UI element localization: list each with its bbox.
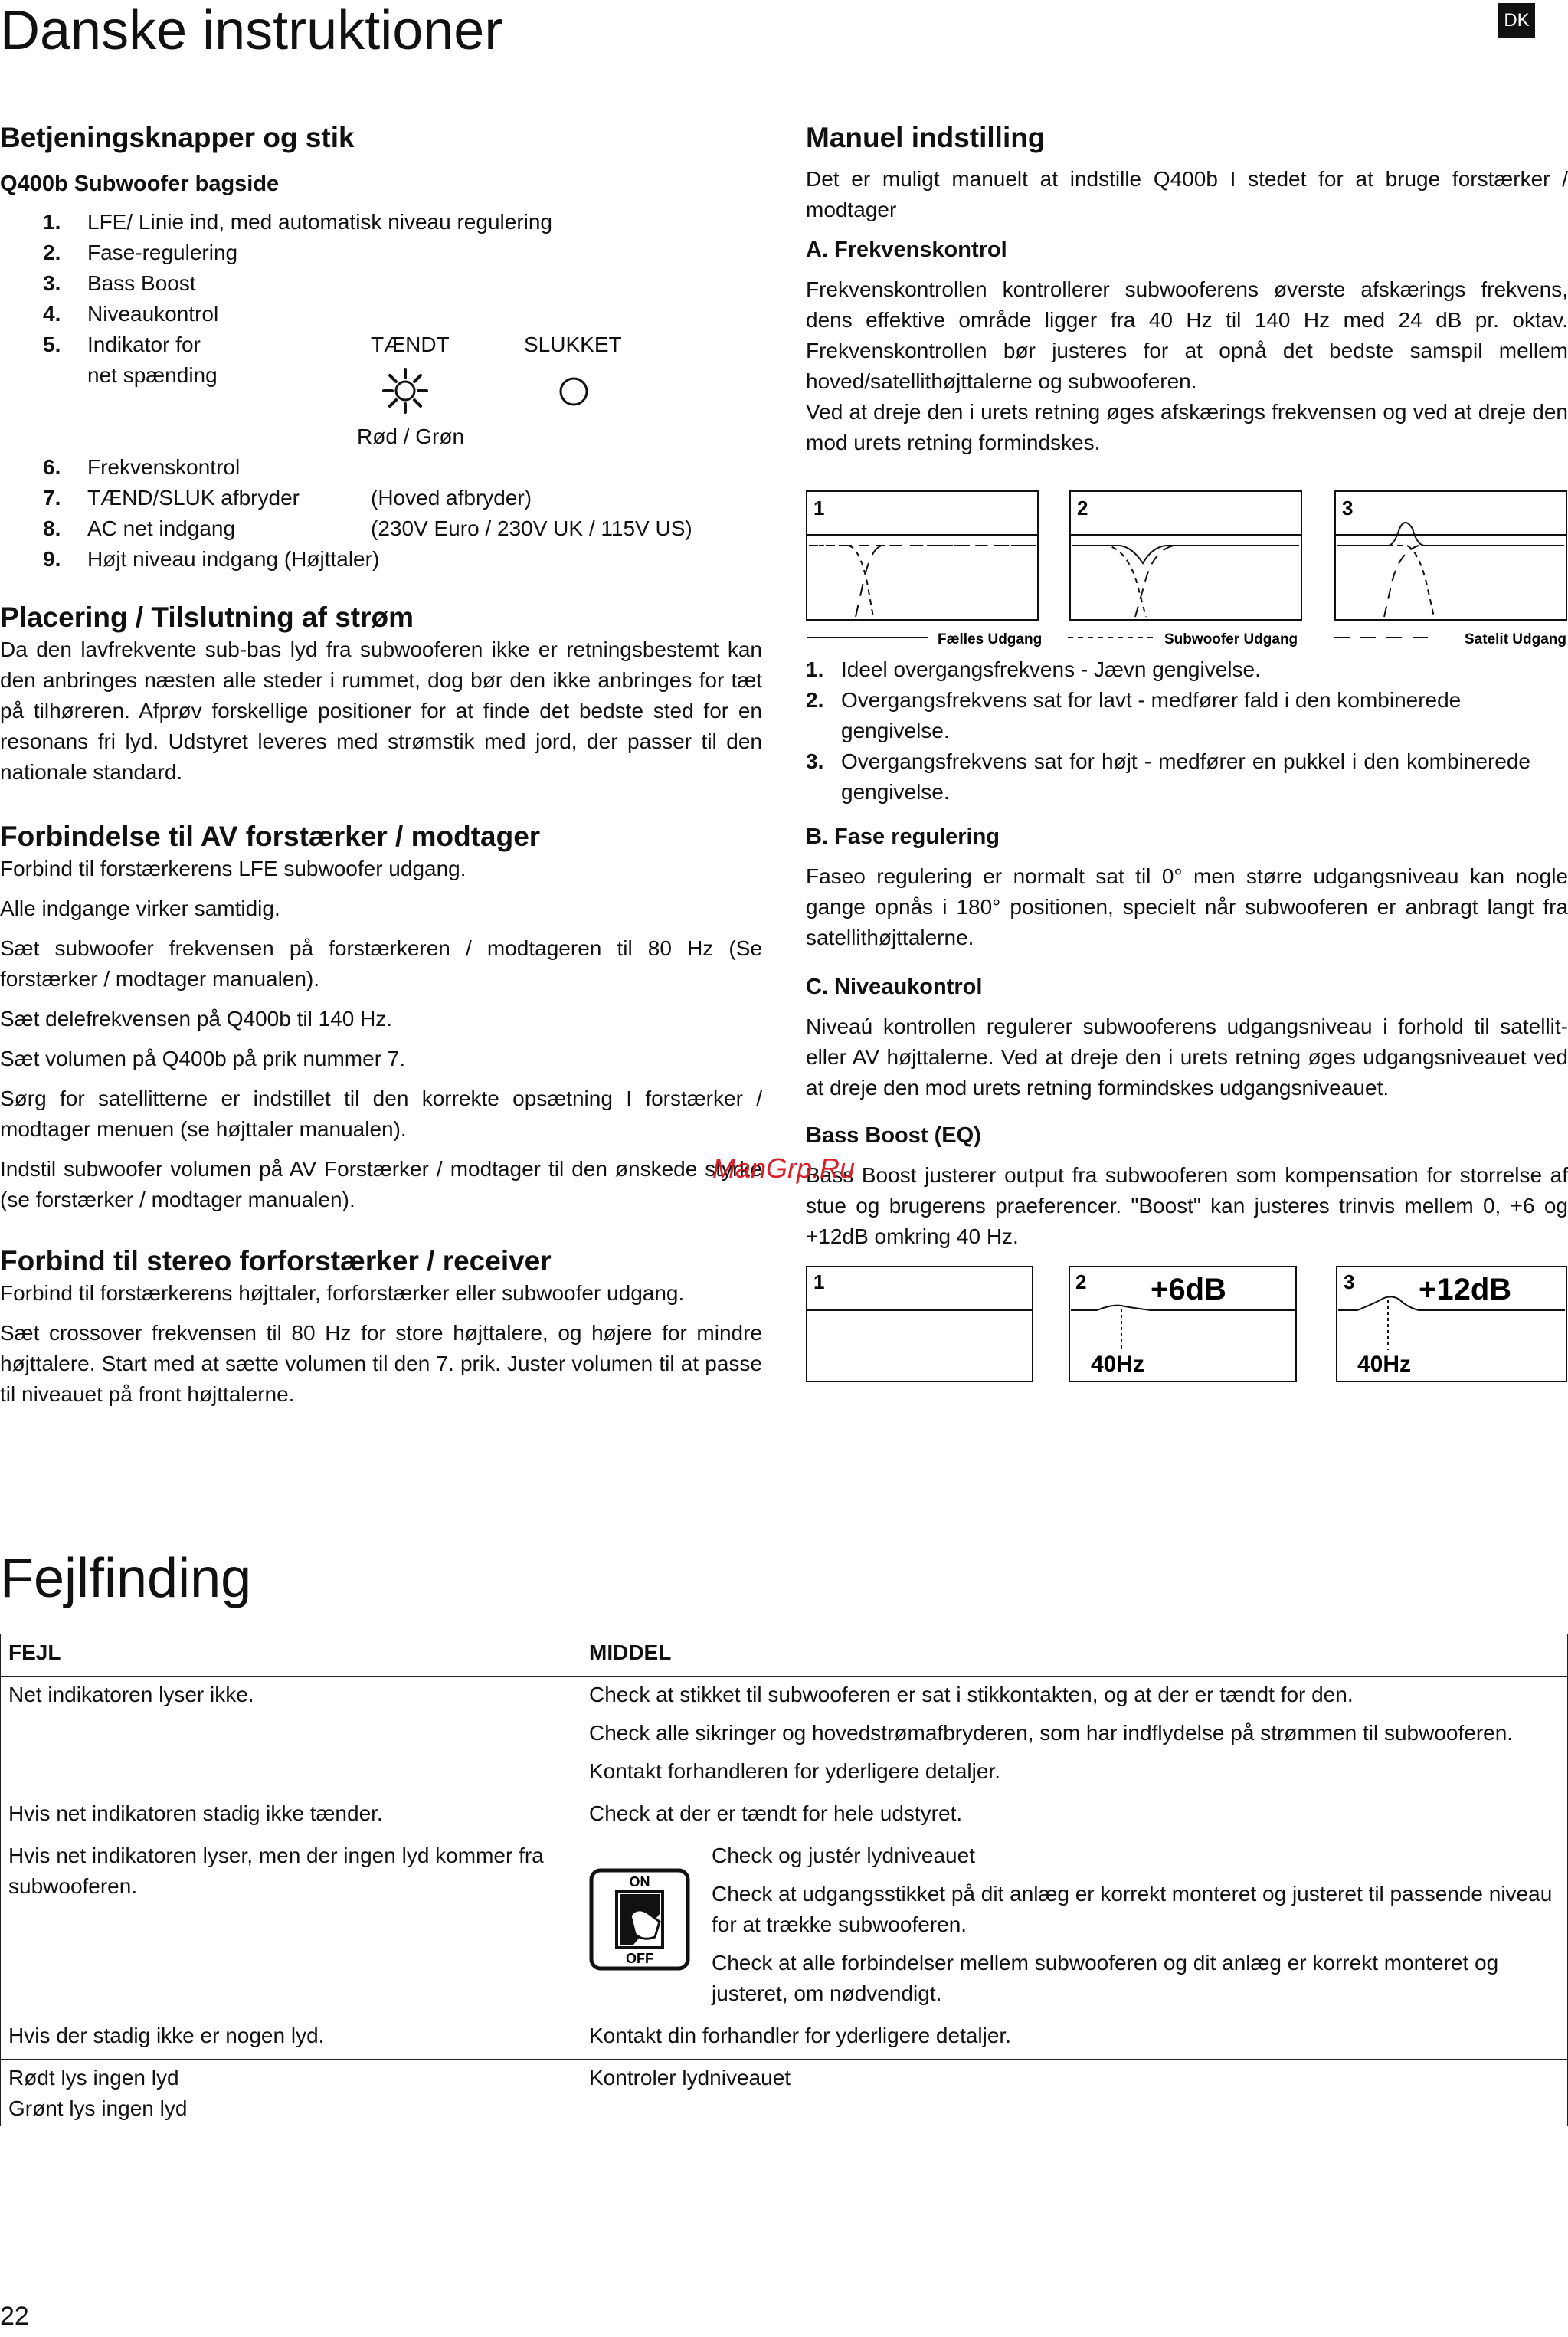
item-number: 6. bbox=[43, 455, 61, 479]
table-header-row bbox=[1, 1634, 1568, 1677]
item-number: 1. bbox=[806, 657, 824, 681]
level-section bbox=[806, 972, 1568, 1103]
remedy-cell bbox=[581, 1795, 1568, 1837]
item-label: Niveaukontrol bbox=[87, 302, 219, 326]
item-label: TÆND/SLUK afbryder bbox=[87, 486, 300, 510]
av-paragraph: Sæt delefrekvensen på Q400b til 140 Hz. bbox=[0, 1007, 393, 1031]
indicator-on-label: TÆNDT bbox=[371, 333, 450, 356]
table-row bbox=[1, 2017, 1568, 2060]
watermark: ManGrp.Ru bbox=[712, 1152, 856, 1184]
item-text: Overgangsfrekvens sat for lavt - medfører fald i den kombinerede gengivelse. bbox=[841, 688, 1462, 742]
table-row bbox=[1, 1795, 1568, 1837]
list-item bbox=[43, 452, 240, 483]
crossover-panel-2 bbox=[1070, 491, 1301, 620]
controls-heading: Betjeningsknapper og stik bbox=[0, 122, 355, 153]
level-heading: C. Niveaukontrol bbox=[806, 975, 983, 999]
av-paragraph: Sørg for satellitterne er indstillet til den korrekte opsætning I forstærker / modtager menuen (se højttaler manualen). bbox=[0, 1087, 762, 1141]
item-number: 1. bbox=[43, 210, 61, 234]
item-label: Fase-regulering bbox=[87, 241, 238, 264]
fault-cell bbox=[1, 1795, 581, 1837]
panel-label: 3 bbox=[1344, 1270, 1355, 1293]
remedy-cell bbox=[581, 1677, 1568, 1795]
fault-cell bbox=[1, 2060, 581, 2126]
manual-intro: Det er muligt manuelt at indstille Q400b I stedet for at bruge forstærker / modtager bbox=[806, 167, 1568, 221]
page-number: 22 bbox=[0, 2302, 29, 2331]
controls-subheading: Q400b Subwoofer bagside bbox=[0, 172, 280, 196]
item-label: Indikator for bbox=[87, 333, 201, 356]
indicator-colors: Rød / Grøn bbox=[357, 424, 465, 448]
gain-label: +6dB bbox=[1151, 1273, 1226, 1306]
av-paragraph: Sæt volumen på Q400b på prik nummer 7. bbox=[0, 1047, 406, 1070]
manual-section bbox=[806, 121, 1568, 458]
remedy-text: Check at udgangsstikket på dit anlæg er korrekt monteret og justeret til passende niveau for at trække subwooferen. bbox=[712, 1882, 1553, 1936]
list-item bbox=[806, 746, 1568, 808]
item-label: Højt niveau indgang (Højttaler) bbox=[87, 547, 380, 571]
crossover-panel-1 bbox=[807, 491, 1038, 620]
remedy-text: Kontakt forhandleren for yderligere detaljer. bbox=[589, 1759, 1000, 1783]
remedy-text: Kontroler lydniveauet bbox=[589, 2066, 791, 2090]
stereo-paragraph: Sæt crossover frekvensen til 80 Hz for store højttalere, og højere for mindre højttalere. Start med at sætte volumen til den 7. prik. Juster volumen til at passe til niveauet på front højttalerne. bbox=[0, 1321, 762, 1406]
bass-boost-heading: Bass Boost (EQ) bbox=[806, 1123, 981, 1148]
panel-label: 2 bbox=[1077, 497, 1088, 520]
phase-heading: B. Fase regulering bbox=[806, 824, 1000, 849]
crossover-figure bbox=[806, 490, 1568, 651]
frequency-heading: A. Frekvenskontrol bbox=[806, 238, 1007, 262]
fault-text: Hvis der stadig ikke er nogen lyd. bbox=[8, 2024, 325, 2047]
remedy-text: Check at der er tændt for hele udstyret. bbox=[589, 1801, 963, 1825]
table-row bbox=[1, 2060, 1568, 2126]
placement-heading: Placering / Tilslutning af strøm bbox=[0, 601, 414, 633]
boost-panel-1 bbox=[807, 1267, 1033, 1382]
item-label: Frekvenskontrol bbox=[87, 455, 241, 479]
av-heading: Forbindelse til AV forstærker / modtager bbox=[0, 821, 541, 852]
item-number: 8. bbox=[43, 516, 61, 540]
fault-text: Hvis net indikatoren lyser, men der ingen lyd kommer fra subwooferen. bbox=[8, 1844, 544, 1898]
panel-label: 1 bbox=[813, 497, 825, 520]
fault-cell bbox=[1, 1837, 581, 2017]
list-item bbox=[43, 329, 201, 360]
remedy-text: Check og justér lydniveauet bbox=[712, 1844, 975, 1867]
remedy-cell bbox=[581, 2017, 1568, 2060]
legend-label: Fælles Udgang bbox=[938, 631, 1043, 647]
list-item bbox=[806, 685, 1568, 746]
table-row bbox=[1, 1677, 1568, 1795]
list-item bbox=[43, 238, 237, 268]
list-item bbox=[43, 513, 235, 544]
item-label-line2: net spænding bbox=[87, 363, 218, 387]
page-title: Danske instruktioner bbox=[0, 0, 503, 61]
stereo-section bbox=[0, 1244, 762, 1410]
legend-label: Subwoofer Udgang bbox=[1164, 631, 1298, 647]
phase-text: Faseo regulering er normalt sat til 0° men større udgangsniveau kan nogle gange opnås i 180° positionen, specielt når subwooferen er anbragt langt fra satellithøjttalerne. bbox=[806, 864, 1568, 949]
item-number: 2. bbox=[43, 241, 61, 264]
fault-text: Hvis net indikatoren stadig ikke tænder. bbox=[8, 1801, 383, 1825]
remedy-text: Check at stikket til subwooferen er sat i stikkontakten, og at der er tændt for den. bbox=[589, 1683, 1354, 1706]
legend-label: Satelit Udgang bbox=[1465, 631, 1567, 647]
sun-icon bbox=[378, 366, 432, 415]
list-item bbox=[43, 207, 552, 238]
column-header-fault: FEJL bbox=[1, 1634, 581, 1677]
av-paragraph: Sæt subwoofer frekvensen på forstærkeren / modtageren til 80 Hz (Se forstærker / modtager manualen). bbox=[0, 936, 762, 991]
remedy-text: Kontakt din forhandler for yderligere detaljer. bbox=[589, 2024, 1011, 2047]
fault-text: Net indikatoren lyser ikke. bbox=[8, 1683, 254, 1706]
stereo-paragraph: Forbind til forstærkerens højttaler, forforstærker eller subwoofer udgang. bbox=[0, 1281, 685, 1305]
troubleshooting-table bbox=[0, 1634, 1568, 2126]
av-paragraph: Indstil subwoofer volumen på AV Forstærker / modtager til den ønskede styrke (se forstærker / modtager manualen). bbox=[0, 1157, 762, 1211]
manual-heading: Manuel indstilling bbox=[806, 122, 1046, 153]
gain-label: +12dB bbox=[1419, 1273, 1512, 1306]
stereo-heading: Forbind til stereo forforstærker / receiver bbox=[0, 1245, 552, 1277]
list-item bbox=[43, 299, 218, 329]
fault-text: Grønt lys ingen lyd bbox=[8, 2096, 188, 2120]
switch-off-label: OFF bbox=[626, 1951, 653, 1966]
power-switch-icon bbox=[589, 1868, 690, 1971]
table-row bbox=[1, 1837, 1568, 2017]
item-number: 3. bbox=[806, 749, 824, 773]
item-number: 3. bbox=[43, 271, 61, 295]
item-label: LFE/ Linie ind, med automatisk niveau regulering bbox=[87, 210, 553, 234]
placement-section bbox=[0, 601, 762, 788]
item-label: AC net indgang bbox=[87, 516, 236, 540]
item-text: Ideel overgangsfrekvens - Jævn gengivelse. bbox=[841, 657, 1261, 681]
crossover-panel-3 bbox=[1335, 491, 1566, 620]
bass-boost-text: Bass Boost justerer output fra subwooferen som kompensation for storrelse af stue og brugerens praeferencer. "Boost" kan justeres trinvis mellem 0, +6 og +12dB omkring 40 Hz. bbox=[806, 1163, 1568, 1248]
item-number: 7. bbox=[43, 486, 61, 510]
indicator-off-icon bbox=[558, 375, 590, 408]
remedy-cell bbox=[581, 1837, 1568, 2017]
troubleshooting-title: Fejlfinding bbox=[0, 1548, 252, 1609]
av-paragraph: Alle indgange virker samtidig. bbox=[0, 896, 280, 920]
fault-cell bbox=[1, 2017, 581, 2060]
switch-on-label: ON bbox=[629, 1874, 650, 1890]
fault-text: Rødt lys ingen lyd bbox=[8, 2066, 179, 2090]
placement-text: Da den lavfrekvente sub-bas lyd fra subwooferen ikke er retningsbestemt kan den anbringes næsten alle steder i rummet, dog bør den ikke anbringes for tæt på tilhøreren. Afprøv forskellige positioner for at finde det bedste sted for en resonans fri lyd. Udstyret leveres med strømstik med jord, der passer til den nationale standard. bbox=[0, 638, 762, 784]
fault-cell bbox=[1, 1677, 581, 1795]
frequency-label: 40Hz bbox=[1357, 1352, 1412, 1377]
frequency-label: 40Hz bbox=[1091, 1352, 1145, 1377]
list-item bbox=[43, 544, 379, 575]
item-text: Overgangsfrekvens sat for højt - medfører en pukkel i den kombinerede gengivelse. bbox=[841, 749, 1530, 804]
frequency-paragraph: Frekvenskontrollen kontrollerer subwooferens øverste afskærings frekvens, dens effektive område ligger fra 40 Hz til 140 Hz med 24 dB pr. oktav. Frekvenskontrollen bør justeres for at opnå det bedste samspil mellem hoved/satellithøjttalerne og subwooferen. bbox=[806, 277, 1568, 393]
item-number: 5. bbox=[43, 333, 61, 356]
item-number: 2. bbox=[806, 688, 824, 712]
bass-boost-section bbox=[806, 1120, 1568, 1252]
list-item bbox=[43, 268, 196, 299]
column-header-remedy: MIDDEL bbox=[581, 1634, 1568, 1677]
bass-boost-figure bbox=[806, 1266, 1568, 1385]
list-item bbox=[806, 654, 1568, 685]
indicator-off-label: SLUKKET bbox=[524, 333, 622, 356]
item-extra: (Hoved afbryder) bbox=[371, 486, 532, 510]
frequency-paragraph: Ved at dreje den i urets retning øges afskærings frekvensen og ved at dreje den mod urets retning formindskes. bbox=[806, 400, 1568, 454]
remedy-text: Check at alle forbindelser mellem subwooferen og dit anlæg er korrekt monteret og justeret, om nødvendigt. bbox=[712, 1951, 1499, 2005]
list-item bbox=[43, 483, 300, 513]
phase-section bbox=[806, 821, 1568, 953]
level-text: Niveaú kontrollen regulerer subwooferens udgangsniveau i forhold til satellit-eller AV højttalerne. Ved at dreje den i urets retning øges udgangsniveauet ved at dreje den mod urets retning formindskes udgangsniveauet. bbox=[806, 1014, 1568, 1100]
av-paragraph: Forbind til forstærkerens LFE subwoofer udgang. bbox=[0, 857, 466, 880]
panel-label: 1 bbox=[813, 1270, 825, 1293]
panel-label: 2 bbox=[1075, 1270, 1087, 1293]
av-section bbox=[0, 820, 762, 1215]
language-badge: DK bbox=[1498, 3, 1535, 38]
panel-label: 3 bbox=[1342, 497, 1354, 520]
remedy-text: Check alle sikringer og hovedstrømafbryderen, som har indflydelse på strømmen til subwooferen. bbox=[589, 1721, 1514, 1745]
item-number: 4. bbox=[43, 302, 61, 326]
remedy-cell bbox=[581, 2060, 1568, 2126]
item-number: 9. bbox=[43, 547, 61, 571]
item-extra: (230V Euro / 230V UK / 115V US) bbox=[371, 516, 692, 540]
item-label: Bass Boost bbox=[87, 271, 196, 295]
